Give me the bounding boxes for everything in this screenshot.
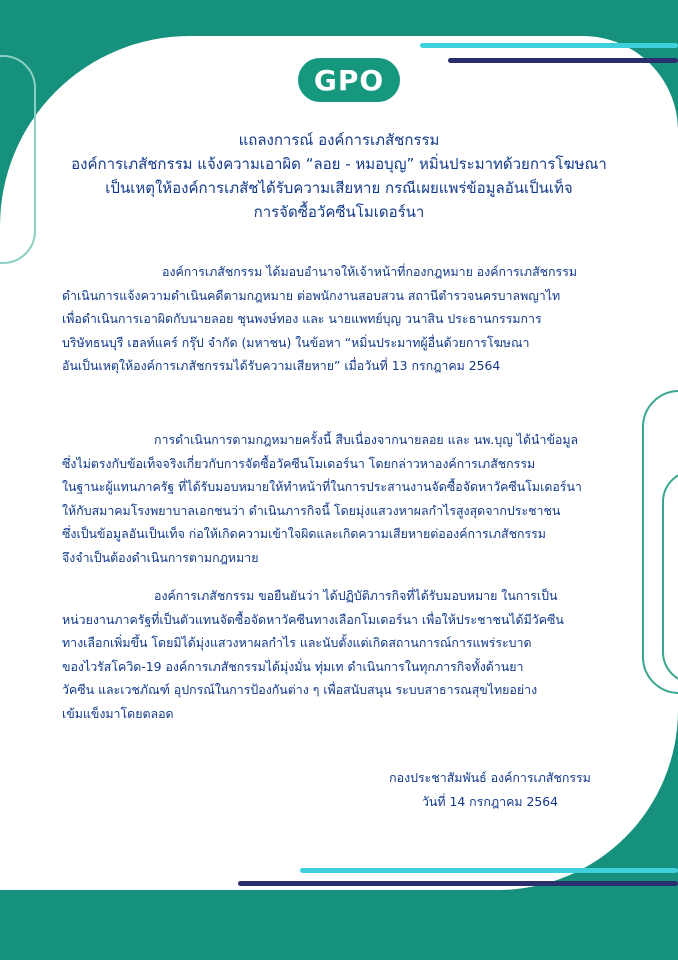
- paragraph-line: ในฐานะผู้แทนภาครัฐ ที่ได้รับมอบหมายให้ทำหน้าที่ในการประสานงานจัดซื้อจัดหาวัคซีนโมเดอร์นา: [62, 479, 582, 494]
- paragraph-line: บริษัทธนบุรี เฮลท์แคร์ กรุ๊ป จำกัด (มหาชน) ในข้อหา “หมิ่นประมาทผู้อื่นด้วยการโฆษณา: [62, 334, 530, 350]
- signature-org: กองประชาสัมพันธ์ องค์การเภสัชกรรม: [389, 770, 591, 785]
- top-cyan-line: [420, 43, 678, 48]
- paragraph-line: องค์การเภสัชกรรม ได้มอบอำนาจให้เจ้าหน้าที่กองกฎหมาย องค์การเภสัชกรรม: [162, 264, 578, 279]
- paragraph-line: ทางเลือกเพิ่มขึ้น โดยมิได้มุ่งแสวงหาผลกำไร และนับตั้งแต่เกิดสถานการณ์การแพร่ระบาด: [62, 635, 532, 650]
- paragraph-line: จึงจำเป็นต้องดำเนินการตามกฎหมาย: [62, 549, 259, 565]
- signature-date: วันที่ 14 กรกฎาคม 2564: [421, 794, 559, 809]
- paragraph-line: การดำเนินการตามกฎหมายครั้งนี้ สืบเนื่องจากนายลอย และ นพ.บุญ ได้นำข้อมูล: [154, 432, 579, 447]
- paragraph-line: อันเป็นเหตุให้องค์การเภสัชกรรมได้รับความเสียหาย” เมื่อวันที่ 13 กรกฎาคม 2564: [62, 358, 501, 373]
- paragraph-line: ของไวรัสโควิด-19 องค์การเภสัชกรรมได้มุ่งมั่น ทุ่มเท ดำเนินการในทุกภารกิจทั้งด้านยา: [62, 658, 524, 674]
- right-outline-decoration-2: [662, 470, 678, 684]
- paragraph-line: วัคซีน และเวชภัณฑ์ อุปกรณ์ในการป้องกันต่าง ๆ เพื่อสนับสนุน ระบบสาธารณสุขไทยอย่าง: [62, 682, 538, 697]
- title-line: การจัดซื้อวัคซีนโมเดอร์นา: [253, 203, 425, 221]
- paragraph-line: ซึ่งเป็นข้อมูลอันเป็นเท็จ ก่อให้เกิดความเข้าใจผิดและเกิดความเสียหายต่อองค์การเภสัชกรรม: [62, 526, 546, 541]
- bottom-cyan-line: [300, 868, 678, 873]
- bottom-navy-line: [238, 881, 678, 886]
- paragraph-line: หน่วยงานภาครัฐที่เป็นตัวแทนจัดซื้อจัดหาวัคซีนทางเลือกโมเดอร์นา เพื่อให้ประชาชนได้มีวัคซีน: [62, 611, 564, 627]
- top-navy-line: [448, 58, 678, 63]
- title-line: เป็นเหตุให้องค์การเภสัชได้รับความเสียหาย กรณีเผยแพร่ข้อมูลอันเป็นเท็จ: [105, 179, 573, 197]
- signature-block: [330, 766, 650, 814]
- paragraph-1: [62, 260, 622, 378]
- paragraph-line: องค์การเภสัชกรรม ขอยืนยันว่า ได้ปฏิบัติภารกิจที่ได้รับมอบหมาย ในการเป็น: [154, 588, 558, 603]
- title-line: องค์การเภสัชกรรม แจ้งความเอาผิด “ลอย - หมอบุญ” หมิ่นประมาทด้วยการโฆษณา: [71, 155, 607, 173]
- paragraph-line: ซึ่งไม่ตรงกับข้อเท็จจริงเกี่ยวกับการจัดซื้อวัคซีนโมเดอร์นา โดยกล่าวหาองค์การเภสัชกรรม: [62, 455, 536, 471]
- title-line: แถลงการณ์ องค์การเภสัชกรรม: [238, 131, 440, 149]
- paragraph-line: ให้กับสมาคมโรงพยาบาลเอกชนว่า ดำเนินภารกิจนี้ โดยมุ่งแสวงหาผลกำไรสูงสุดจากประชาชน: [62, 502, 561, 518]
- gpo-logo: GPO: [298, 58, 400, 102]
- paragraph-2: [62, 428, 622, 569]
- paragraph-3: [62, 584, 622, 725]
- paragraph-line: ดำเนินการแจ้งความดำเนินคดีตามกฎหมาย ต่อพนักงานสอบสวน สถานีตำรวจนครบาลพญาไท: [62, 287, 561, 303]
- announcement-title: [0, 128, 678, 224]
- paragraph-line: เข้มแข็งมาโดยตลอด: [62, 705, 174, 721]
- paragraph-line: เพื่อดำเนินการเอาผิดกับนายลอย ชุนพงษ์ทอง และ นายแพทย์บุญ วนาสิน ประธานกรรมการ: [62, 311, 542, 326]
